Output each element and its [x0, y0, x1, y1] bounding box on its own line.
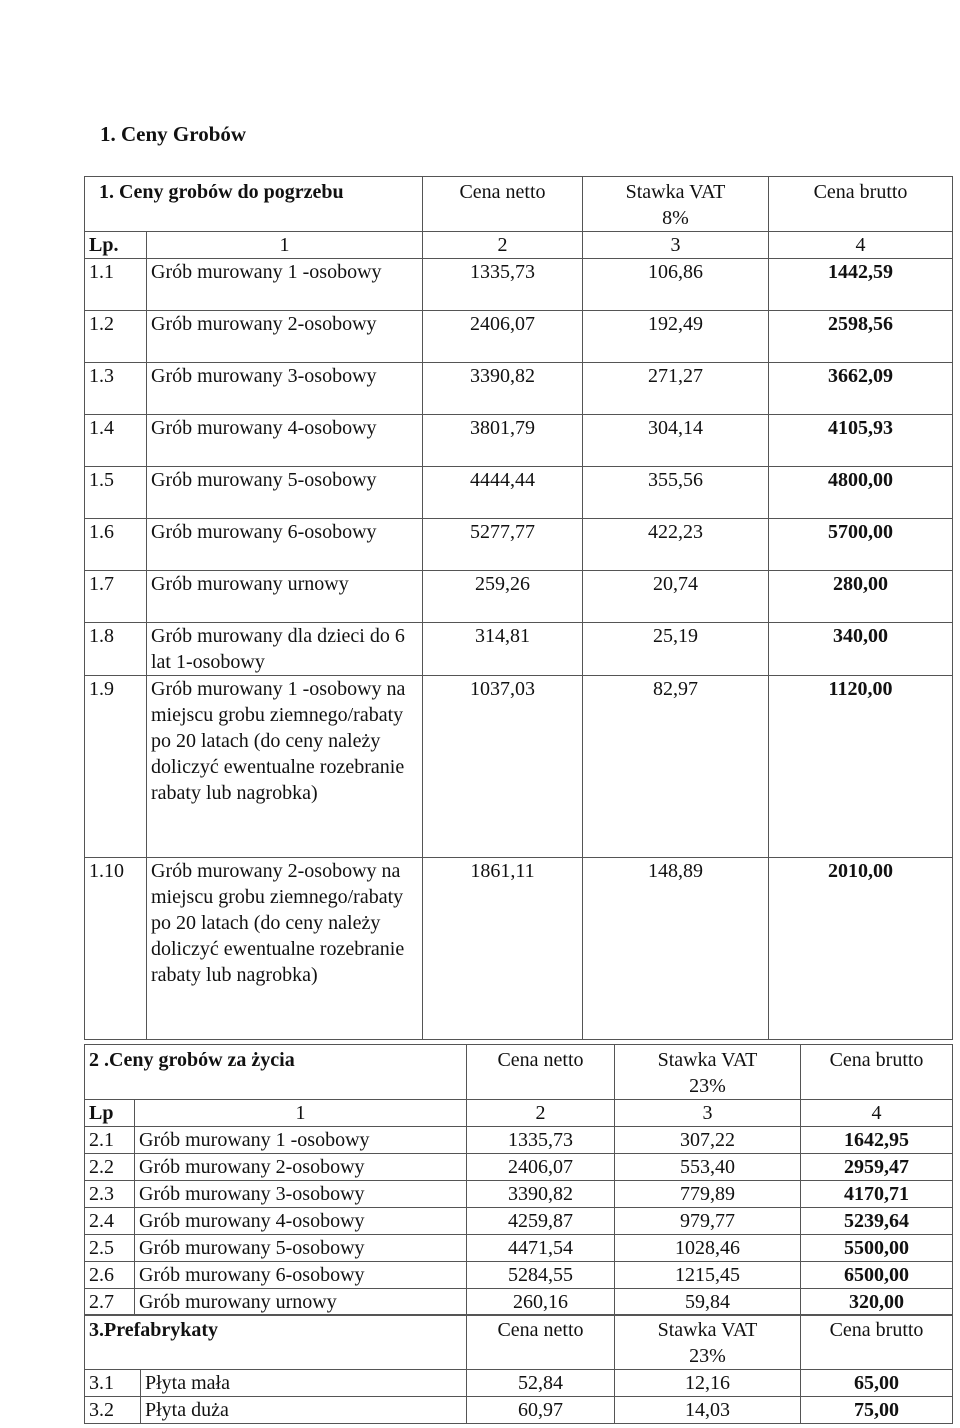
row-number: 1.6 — [85, 519, 147, 571]
column-header-brutto: Cena brutto — [801, 1315, 953, 1370]
price-brutto: 5500,00 — [801, 1235, 953, 1262]
price-brutto: 4105,93 — [769, 415, 953, 467]
table-row — [85, 1181, 953, 1208]
price-brutto: 6500,00 — [801, 1262, 953, 1289]
item-name: Grób murowany 3-osobowy — [147, 363, 423, 415]
price-netto: 3390,82 — [423, 363, 583, 415]
column-header-vat: Stawka VAT 8% — [583, 177, 769, 232]
price-vat: 14,03 — [615, 1397, 801, 1424]
price-netto: 2406,07 — [423, 311, 583, 363]
price-netto: 5284,55 — [467, 1262, 615, 1289]
price-netto: 1861,11 — [423, 858, 583, 1040]
row-number: 1.4 — [85, 415, 147, 467]
item-name: Grób murowany 6-osobowy — [147, 519, 423, 571]
price-netto: 1335,73 — [423, 259, 583, 311]
price-netto: 4444,44 — [423, 467, 583, 519]
row-number: 1.10 — [85, 858, 147, 1040]
table-row — [85, 1397, 953, 1424]
column-header-netto: Cena netto — [467, 1315, 615, 1370]
item-name: Płyta mała — [141, 1370, 467, 1397]
section-heading: 2 .Ceny grobów za życia — [85, 1045, 467, 1100]
column-header-netto: Cena netto — [467, 1045, 615, 1100]
price-vat: 20,74 — [583, 571, 769, 623]
page-title: 1. Ceny Grobów — [100, 122, 247, 146]
price-brutto: 4800,00 — [769, 467, 953, 519]
table-row — [85, 1154, 953, 1181]
index-cell: 2 — [423, 232, 583, 259]
row-number: 1.3 — [85, 363, 147, 415]
row-number: 1.8 — [85, 623, 147, 676]
price-vat: 82,97 — [583, 676, 769, 858]
price-netto: 60,97 — [467, 1397, 615, 1424]
column-header-brutto: Cena brutto — [769, 177, 953, 232]
row-number: 1.9 — [85, 676, 147, 858]
price-vat: 979,77 — [615, 1208, 801, 1235]
price-brutto: 3662,09 — [769, 363, 953, 415]
section-heading: 1. Ceny grobów do pogrzebu — [85, 177, 423, 232]
price-brutto: 320,00 — [801, 1289, 953, 1316]
table-row — [85, 1208, 953, 1235]
price-netto: 1037,03 — [423, 676, 583, 858]
price-vat: 1215,45 — [615, 1262, 801, 1289]
price-brutto: 280,00 — [769, 571, 953, 623]
item-name: Grób murowany 1 -osobowy — [135, 1127, 467, 1154]
item-name: Grób murowany 1 -osobowy — [147, 259, 423, 311]
price-netto: 4259,87 — [467, 1208, 615, 1235]
item-name: Grób murowany 6-osobowy — [135, 1262, 467, 1289]
table-row — [85, 676, 953, 858]
row-number: 3.1 — [85, 1370, 141, 1397]
table-row — [85, 1127, 953, 1154]
index-cell: Lp — [85, 1100, 135, 1127]
table-header-row — [85, 177, 953, 232]
item-name: Grób murowany 5-osobowy — [135, 1235, 467, 1262]
item-name: Płyta duża — [141, 1397, 467, 1424]
row-number: 2.4 — [85, 1208, 135, 1235]
item-name: Grób murowany 2-osobowy — [147, 311, 423, 363]
row-number: 2.1 — [85, 1127, 135, 1154]
index-cell: 3 — [583, 232, 769, 259]
price-netto: 3801,79 — [423, 415, 583, 467]
row-number: 2.2 — [85, 1154, 135, 1181]
table-row — [85, 571, 953, 623]
table-row — [85, 858, 953, 1040]
table-row — [85, 519, 953, 571]
row-number: 2.5 — [85, 1235, 135, 1262]
price-vat: 779,89 — [615, 1181, 801, 1208]
column-header-vat: Stawka VAT 23% — [615, 1045, 801, 1100]
index-cell: 1 — [147, 232, 423, 259]
price-brutto: 4170,71 — [801, 1181, 953, 1208]
price-vat: 1028,46 — [615, 1235, 801, 1262]
price-vat: 59,84 — [615, 1289, 801, 1316]
table-row — [85, 1289, 953, 1316]
table-row — [85, 363, 953, 415]
price-netto: 2406,07 — [467, 1154, 615, 1181]
table-header-row — [85, 1315, 953, 1370]
item-name: Grób murowany 5-osobowy — [147, 467, 423, 519]
column-header-netto: Cena netto — [423, 177, 583, 232]
index-cell: 3 — [615, 1100, 801, 1127]
price-vat: 271,27 — [583, 363, 769, 415]
price-brutto: 1642,95 — [801, 1127, 953, 1154]
price-brutto: 2959,47 — [801, 1154, 953, 1181]
price-brutto: 1120,00 — [769, 676, 953, 858]
price-netto: 260,16 — [467, 1289, 615, 1316]
price-brutto: 75,00 — [801, 1397, 953, 1424]
table-row — [85, 623, 953, 676]
section-heading: 3.Prefabrykaty — [85, 1315, 467, 1370]
item-name: Grób murowany 3-osobowy — [135, 1181, 467, 1208]
price-brutto: 5239,64 — [801, 1208, 953, 1235]
index-row — [85, 232, 953, 259]
column-header-brutto: Cena brutto — [801, 1045, 953, 1100]
table-row — [85, 1370, 953, 1397]
price-brutto: 2598,56 — [769, 311, 953, 363]
table-row — [85, 1235, 953, 1262]
price-netto: 3390,82 — [467, 1181, 615, 1208]
row-number: 2.3 — [85, 1181, 135, 1208]
price-vat: 304,14 — [583, 415, 769, 467]
column-header-vat: Stawka VAT 23% — [615, 1315, 801, 1370]
row-number: 1.5 — [85, 467, 147, 519]
item-name: Grób murowany urnowy — [135, 1289, 467, 1316]
row-number: 2.6 — [85, 1262, 135, 1289]
price-netto: 4471,54 — [467, 1235, 615, 1262]
grave-prices-lifetime-table — [84, 1044, 953, 1316]
index-cell: 1 — [135, 1100, 467, 1127]
item-name: Grób murowany 2-osobowy — [135, 1154, 467, 1181]
item-name: Grób murowany 2-osobowy na miejscu grobu ziemnego/rabaty po 20 latach (do ceny należy doliczyć ewentualne rozebranie rabaty lub nagrobka) — [147, 858, 423, 1040]
price-vat: 25,19 — [583, 623, 769, 676]
price-netto: 259,26 — [423, 571, 583, 623]
price-netto: 314,81 — [423, 623, 583, 676]
price-vat: 307,22 — [615, 1127, 801, 1154]
index-cell: Lp. — [85, 232, 147, 259]
row-number: 2.7 — [85, 1289, 135, 1316]
item-name: Grób murowany 4-osobowy — [147, 415, 423, 467]
index-cell: 4 — [801, 1100, 953, 1127]
price-brutto: 65,00 — [801, 1370, 953, 1397]
item-name: Grób murowany 4-osobowy — [135, 1208, 467, 1235]
index-cell: 4 — [769, 232, 953, 259]
grave-prices-burial-table — [84, 176, 953, 1040]
table-row — [85, 415, 953, 467]
price-vat: 106,86 — [583, 259, 769, 311]
price-brutto: 1442,59 — [769, 259, 953, 311]
table-row — [85, 1262, 953, 1289]
row-number: 1.7 — [85, 571, 147, 623]
price-vat: 422,23 — [583, 519, 769, 571]
table-header-row — [85, 1045, 953, 1100]
price-netto: 5277,77 — [423, 519, 583, 571]
item-name: Grób murowany dla dzieci do 6 lat 1-osobowy — [147, 623, 423, 676]
table-row — [85, 311, 953, 363]
price-vat: 12,16 — [615, 1370, 801, 1397]
price-vat: 355,56 — [583, 467, 769, 519]
index-row — [85, 1100, 953, 1127]
price-vat: 553,40 — [615, 1154, 801, 1181]
price-brutto: 2010,00 — [769, 858, 953, 1040]
table-row — [85, 259, 953, 311]
row-number: 3.2 — [85, 1397, 141, 1424]
price-vat: 148,89 — [583, 858, 769, 1040]
index-cell: 2 — [467, 1100, 615, 1127]
item-name: Grób murowany urnowy — [147, 571, 423, 623]
row-number: 1.2 — [85, 311, 147, 363]
price-brutto: 340,00 — [769, 623, 953, 676]
table-row — [85, 467, 953, 519]
row-number: 1.1 — [85, 259, 147, 311]
price-brutto: 5700,00 — [769, 519, 953, 571]
price-netto: 52,84 — [467, 1370, 615, 1397]
prefab-prices-table — [84, 1314, 953, 1424]
price-netto: 1335,73 — [467, 1127, 615, 1154]
item-name: Grób murowany 1 -osobowy na miejscu grobu ziemnego/rabaty po 20 latach (do ceny należy doliczyć ewentualne rozebranie rabaty lub nagrobka) — [147, 676, 423, 858]
price-vat: 192,49 — [583, 311, 769, 363]
